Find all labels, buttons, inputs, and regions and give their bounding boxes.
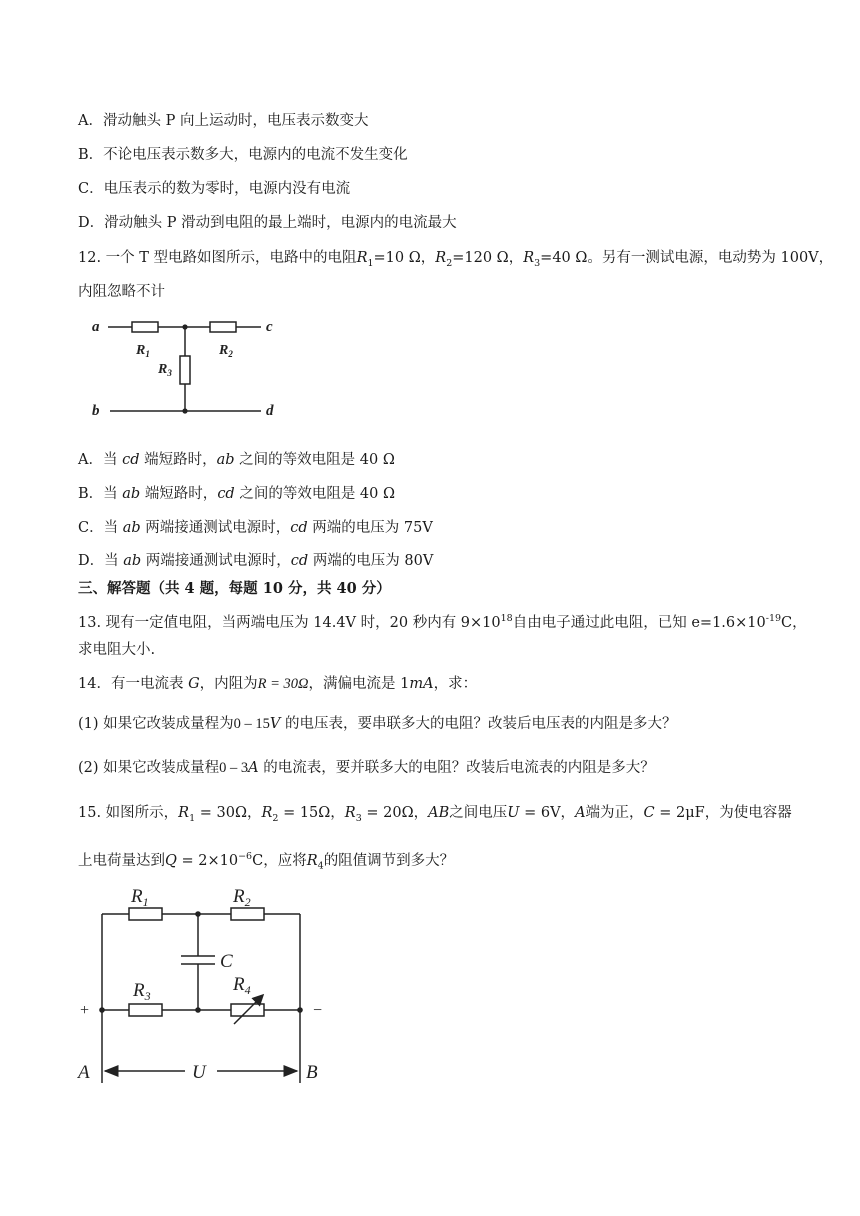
label-a: A — [78, 1062, 90, 1083]
q13-stem-line1: 13. 现有一定值电阻，当两端电压为 14.4V 时，20 秒内有 $9\times 10^{18}$自由电子通过此电阻，已知 $e=1.6\times 10^{-19}C$， — [78, 613, 807, 631]
q11-option-b: B．不论电压表示数多大，电源内的电流不发生变化 — [78, 147, 408, 163]
resistor-r3 — [129, 1004, 162, 1016]
q11-option-c: C．电压表示的数为零时，电源内没有电流 — [78, 181, 351, 197]
resistor-r2 — [210, 322, 236, 332]
label-b: B — [306, 1062, 318, 1083]
t-circuit-diagram — [88, 312, 288, 424]
resistor-r1 — [129, 908, 162, 920]
terminal-b: b — [92, 403, 100, 419]
q12-stem-line2: 内阻忽略不计 — [78, 284, 165, 300]
node-a — [99, 1007, 105, 1013]
terminal-a: a — [92, 319, 100, 335]
q11-option-a: A．滑动触头 P 向上运动时，电压表示数变大 — [78, 113, 369, 129]
capacitor-circuit-diagram — [72, 878, 342, 1090]
label-r2: $R_2$ — [219, 343, 233, 359]
resistor-r3 — [180, 356, 190, 384]
section-3-heading: 三、解答题（共 4 题，每题 10 分，共 40 分） — [78, 580, 391, 597]
node-b — [297, 1007, 303, 1013]
variable-arrow — [234, 996, 262, 1024]
q15-stem-line1: 15. 如图所示，$R_1 = 30\Omega$，$R_2 = 15\Omega$，$R_3 = 20\Omega$，AB之间电压U = 6V，A端为正，C = 2μF，为使电容器 — [78, 805, 792, 824]
q12-option-c: C．当 ab 两端接通测试电源时，cd 两端的电压为 75V — [78, 520, 433, 536]
junction-bottom — [195, 1007, 201, 1013]
q14-part-1: (1) 如果它改装成量程为0 – 15V 的电压表，要串联多大的电阻？改装后电压表的内阻是多大？ — [78, 716, 677, 732]
q12-option-a: A．当 cd 端短路时，ab 之间的等效电阻是 40 Ω — [78, 452, 395, 468]
q15-stem-line2: 上电荷量达到$Q = 2\times 10^{-6}C$，应将$R_4$的阻值调节到多大？ — [78, 851, 455, 872]
label-r1: $R_1$ — [136, 343, 150, 359]
label-r3: $R_3$ — [158, 362, 172, 378]
label-c: C — [220, 951, 233, 972]
label-r1: $R_1$ — [131, 886, 149, 909]
resistor-r1 — [132, 322, 158, 332]
label-u: U — [192, 1062, 206, 1083]
label-r2: $R_2$ — [233, 886, 251, 909]
label-r4: $R_4$ — [233, 974, 251, 997]
junction-top — [195, 911, 201, 917]
minus-sign: − — [313, 1002, 323, 1019]
q13-stem-line2: 求电阻大小. — [78, 642, 156, 658]
plus-sign: + — [80, 1002, 90, 1019]
q14-part-2: (2) 如果它改装成量程0 – 3A 的电流表，要并联多大的电阻？改装后电流表的内阻是多大？ — [78, 760, 655, 776]
q14-stem: 14．有一电流表 G，内阻为R = 30Ω，满偏电流是 1mA，求： — [78, 676, 478, 692]
q12-option-b: B．当 ab 端短路时，cd 之间的等效电阻是 40 Ω — [78, 486, 396, 502]
q12-option-d: D．当 ab 两端接通测试电源时，cd 两端的电压为 80V — [78, 553, 434, 569]
label-r3: $R_3$ — [133, 980, 151, 1003]
q11-option-d: D．滑动触头 P 滑动到电阻的最上端时，电源内的电流最大 — [78, 215, 457, 231]
q12-stem-line1: 12. 一个 T 型电路如图所示，电路中的电阻$R_1=10$ Ω，$R_2=120$ Ω，$R_3=40$ Ω。另有一测试电源，电动势为 100V， — [78, 250, 834, 269]
resistor-r2 — [231, 908, 264, 920]
terminal-d: d — [266, 403, 274, 419]
junction-bottom — [182, 408, 187, 413]
junction-top — [182, 324, 187, 329]
terminal-c: c — [266, 319, 273, 335]
